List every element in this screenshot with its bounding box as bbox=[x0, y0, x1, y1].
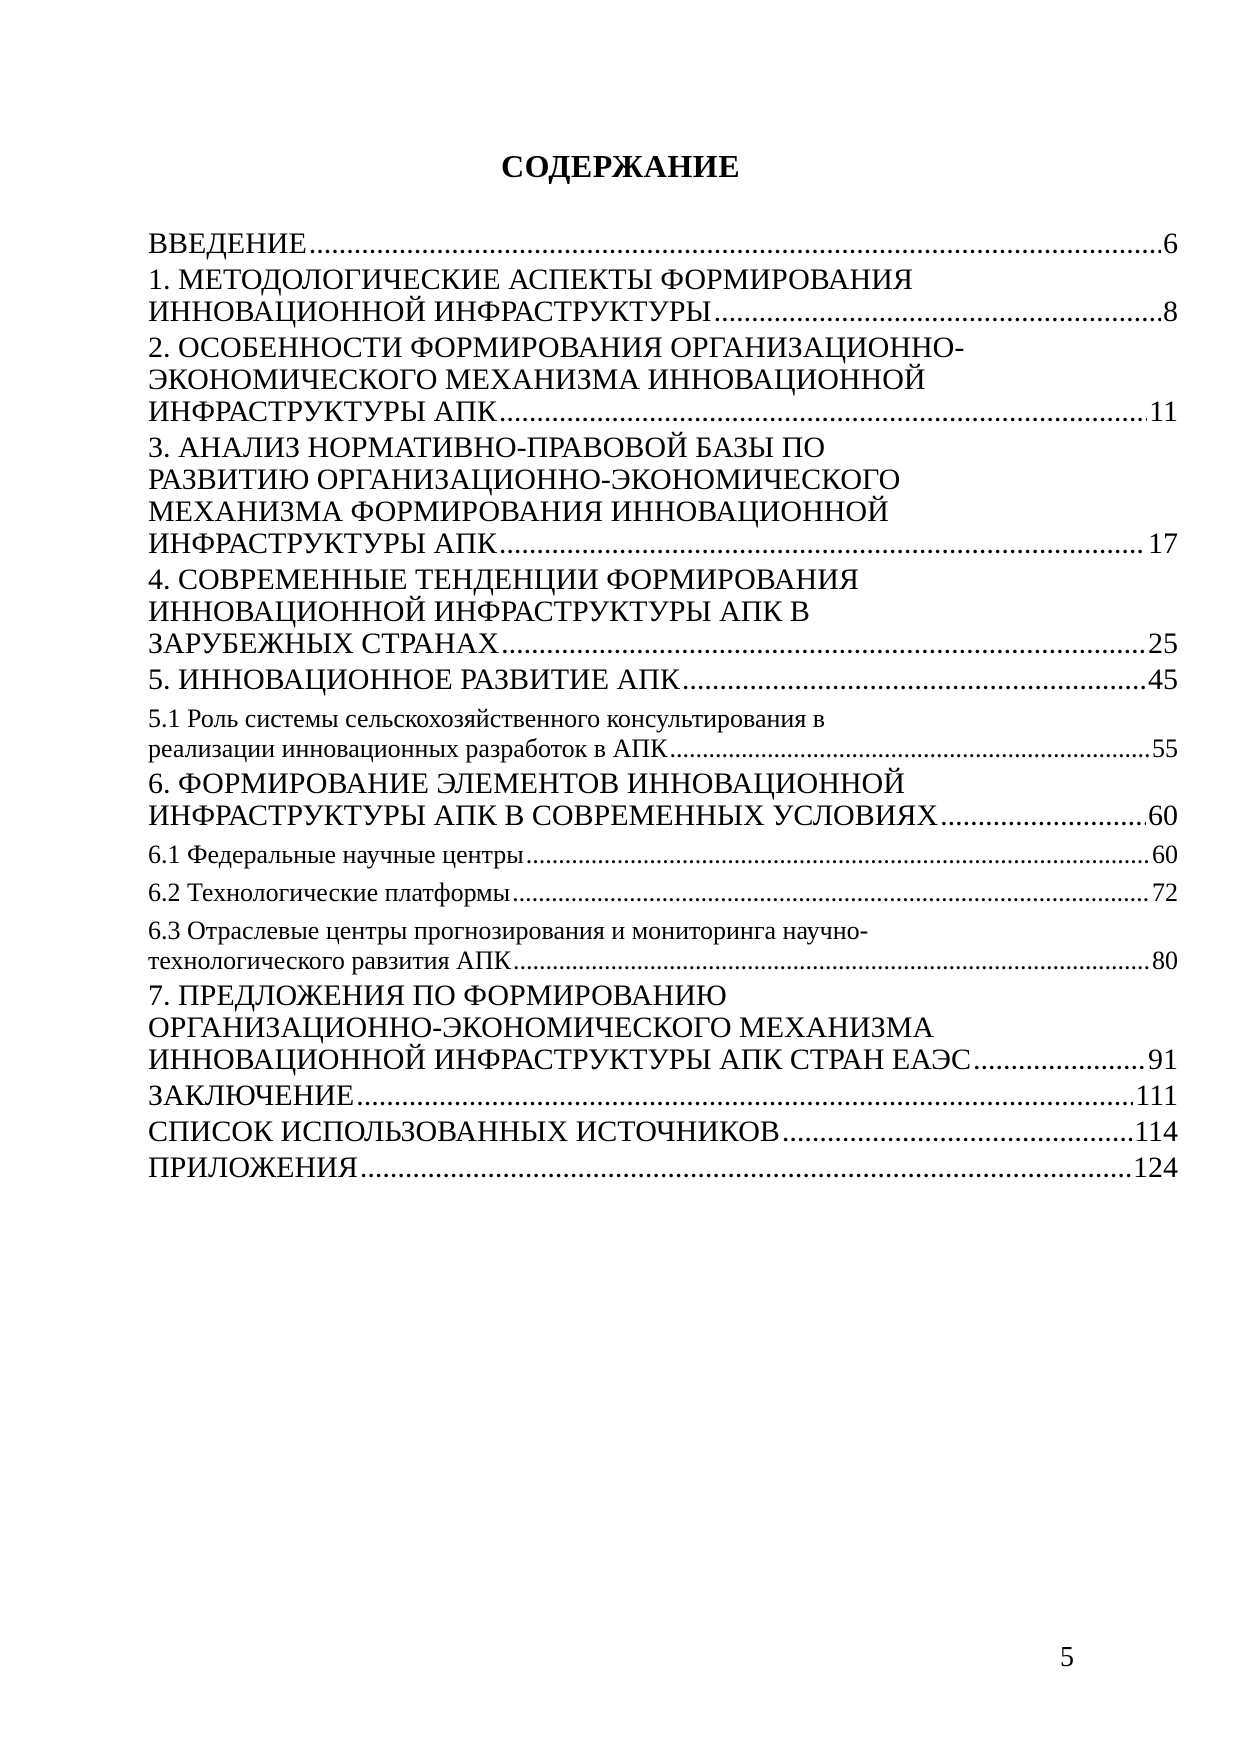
dot-leader bbox=[360, 1152, 1131, 1184]
toc-entry-text: ИНФРАСТРУКТУРЫ АПК bbox=[148, 527, 497, 560]
dot-leader bbox=[499, 528, 1146, 560]
toc-entry-line: ЭКОНОМИЧЕСКОГО МЕХАНИЗМА ИННОВАЦИОННОЙ bbox=[148, 363, 926, 396]
toc-entry-final-line bbox=[148, 396, 1178, 428]
toc-entry-line: ИННОВАЦИОННОЙ ИНФРАСТРУКТУРЫ АПК В bbox=[148, 595, 810, 628]
toc-entry-text: ИНФРАСТРУКТУРЫ АПК bbox=[148, 395, 497, 428]
toc-entry bbox=[148, 1152, 1178, 1184]
toc-entry bbox=[148, 332, 1178, 428]
dot-leader bbox=[512, 878, 1150, 908]
toc-entry-line: 5.1 Роль системы сельскохозяйственного консультирования в bbox=[148, 704, 826, 733]
toc-entry bbox=[148, 768, 1178, 832]
toc-entry-line: ОРГАНИЗАЦИОННО-ЭКОНОМИЧЕСКОГО МЕХАНИЗМА bbox=[148, 1011, 935, 1044]
toc-page-number: 91 bbox=[1148, 1043, 1178, 1076]
toc-entry-final-line bbox=[148, 228, 1178, 260]
toc-entry bbox=[148, 432, 1178, 560]
toc-entry-final-line bbox=[148, 840, 1178, 870]
toc-page-number: 11 bbox=[1149, 395, 1178, 428]
toc-page-number: 17 bbox=[1148, 527, 1178, 560]
toc-entry-final-line bbox=[148, 946, 1178, 976]
dot-leader bbox=[309, 228, 1161, 260]
dot-leader bbox=[356, 1080, 1133, 1112]
toc-entry-text: ЗАРУБЕЖНЫХ СТРАНАХ bbox=[148, 627, 500, 660]
toc-entry bbox=[148, 916, 1178, 976]
toc-entry-line: 2. ОСОБЕННОСТИ ФОРМИРОВАНИЯ ОРГАНИЗАЦИОННО- bbox=[148, 331, 965, 364]
toc-entry-text: ЗАКЛЮЧЕНИЕ bbox=[148, 1079, 355, 1112]
toc-entry-text: ПРИЛОЖЕНИЯ bbox=[148, 1151, 358, 1184]
toc-entry-line: РАЗВИТИЮ ОРГАНИЗАЦИОННО-ЭКОНОМИЧЕСКОГО bbox=[148, 463, 901, 496]
toc-page-number: 8 bbox=[1163, 295, 1178, 328]
dot-leader bbox=[669, 734, 1150, 764]
toc-page-number: 55 bbox=[1152, 734, 1178, 763]
toc-entry-text: реализации инновационных разработок в АПК bbox=[148, 734, 668, 763]
dot-leader bbox=[501, 628, 1146, 660]
toc-entry-line: 1. МЕТОДОЛОГИЧЕСКИЕ АСПЕКТЫ ФОРМИРОВАНИЯ bbox=[148, 263, 913, 296]
toc-page-number: 60 bbox=[1148, 799, 1178, 832]
toc-entry bbox=[148, 564, 1178, 660]
toc-entry bbox=[148, 264, 1178, 328]
toc-page-number: 25 bbox=[1148, 627, 1178, 660]
toc-entry-line: 4. СОВРЕМЕННЫЕ ТЕНДЕНЦИИ ФОРМИРОВАНИЯ bbox=[148, 563, 859, 596]
page-title: СОДЕРЖАНИЕ bbox=[500, 148, 741, 184]
toc-entry-line: 7. ПРЕДЛОЖЕНИЯ ПО ФОРМИРОВАНИЮ bbox=[148, 979, 727, 1012]
toc-entry bbox=[148, 878, 1178, 908]
dot-leader bbox=[973, 1044, 1146, 1076]
dot-leader bbox=[526, 840, 1150, 870]
toc-entry-line: 6.3 Отраслевые центры прогнозирования и мониторинга научно- bbox=[148, 916, 869, 945]
toc-entry-line: МЕХАНИЗМА ФОРМИРОВАНИЯ ИННОВАЦИОННОЙ bbox=[148, 495, 889, 528]
toc-entry-line: 3. АНАЛИЗ НОРМАТИВНО-ПРАВОВОЙ БАЗЫ ПО bbox=[148, 431, 826, 464]
dot-leader bbox=[714, 296, 1161, 328]
toc-entry bbox=[148, 704, 1178, 764]
toc-page-number: 111 bbox=[1135, 1079, 1178, 1112]
dot-leader bbox=[499, 396, 1147, 428]
toc-entry-text: ИНФРАСТРУКТУРЫ АПК В СОВРЕМЕННЫХ УСЛОВИЯХ bbox=[148, 799, 939, 832]
toc-entry-final-line bbox=[148, 1044, 1178, 1076]
table-of-contents bbox=[148, 228, 1178, 1184]
toc-page-number: 45 bbox=[1148, 663, 1178, 696]
dot-leader bbox=[682, 664, 1146, 696]
toc-entry-text: 6.1 Федеральные научные центры bbox=[148, 840, 524, 869]
toc-page-number: 6 bbox=[1163, 227, 1178, 260]
toc-entry-final-line bbox=[148, 734, 1178, 764]
toc-entry-final-line bbox=[148, 878, 1178, 908]
toc-entry-text: 5. ИННОВАЦИОННОЕ РАЗВИТИЕ АПК bbox=[148, 663, 680, 696]
dot-leader bbox=[782, 1116, 1132, 1148]
toc-page-number: 114 bbox=[1134, 1115, 1178, 1148]
toc-entry-final-line bbox=[148, 528, 1178, 560]
toc-entry-text: технологического равзития АПК bbox=[148, 946, 511, 975]
toc-entry-final-line bbox=[148, 800, 1178, 832]
toc-page-number: 124 bbox=[1133, 1151, 1178, 1184]
toc-entry bbox=[148, 840, 1178, 870]
dot-leader bbox=[513, 946, 1150, 976]
toc-entry-text: 6.2 Технологические платформы bbox=[148, 878, 511, 907]
toc-entry-text: ИННОВАЦИОННОЙ ИНФРАСТРУКТУРЫ bbox=[148, 295, 712, 328]
toc-entry bbox=[148, 664, 1178, 696]
toc-entry-final-line bbox=[148, 1152, 1178, 1184]
toc-page-number: 60 bbox=[1152, 840, 1178, 869]
toc-entry bbox=[148, 1080, 1178, 1112]
toc-entry bbox=[148, 1116, 1178, 1148]
page-number: 5 bbox=[1060, 1642, 1074, 1673]
toc-entry-line: 6. ФОРМИРОВАНИЕ ЭЛЕМЕНТОВ ИННОВАЦИОННОЙ bbox=[148, 767, 905, 800]
toc-entry-text: ВВЕДЕНИЕ bbox=[148, 227, 307, 260]
toc-entry-final-line bbox=[148, 628, 1178, 660]
toc-entry-final-line bbox=[148, 1080, 1178, 1112]
toc-entry-text: ИННОВАЦИОННОЙ ИНФРАСТРУКТУРЫ АПК СТРАН ЕАЭС bbox=[148, 1043, 971, 1076]
toc-entry-final-line bbox=[148, 664, 1178, 696]
toc-entry bbox=[148, 228, 1178, 260]
toc-entry bbox=[148, 980, 1178, 1076]
toc-page-number: 80 bbox=[1152, 946, 1178, 975]
dot-leader bbox=[940, 800, 1146, 832]
toc-entry-final-line bbox=[148, 296, 1178, 328]
toc-entry-final-line bbox=[148, 1116, 1178, 1148]
toc-entry-text: СПИСОК ИСПОЛЬЗОВАННЫХ ИСТОЧНИКОВ bbox=[148, 1115, 780, 1148]
toc-page-number: 72 bbox=[1152, 878, 1178, 907]
